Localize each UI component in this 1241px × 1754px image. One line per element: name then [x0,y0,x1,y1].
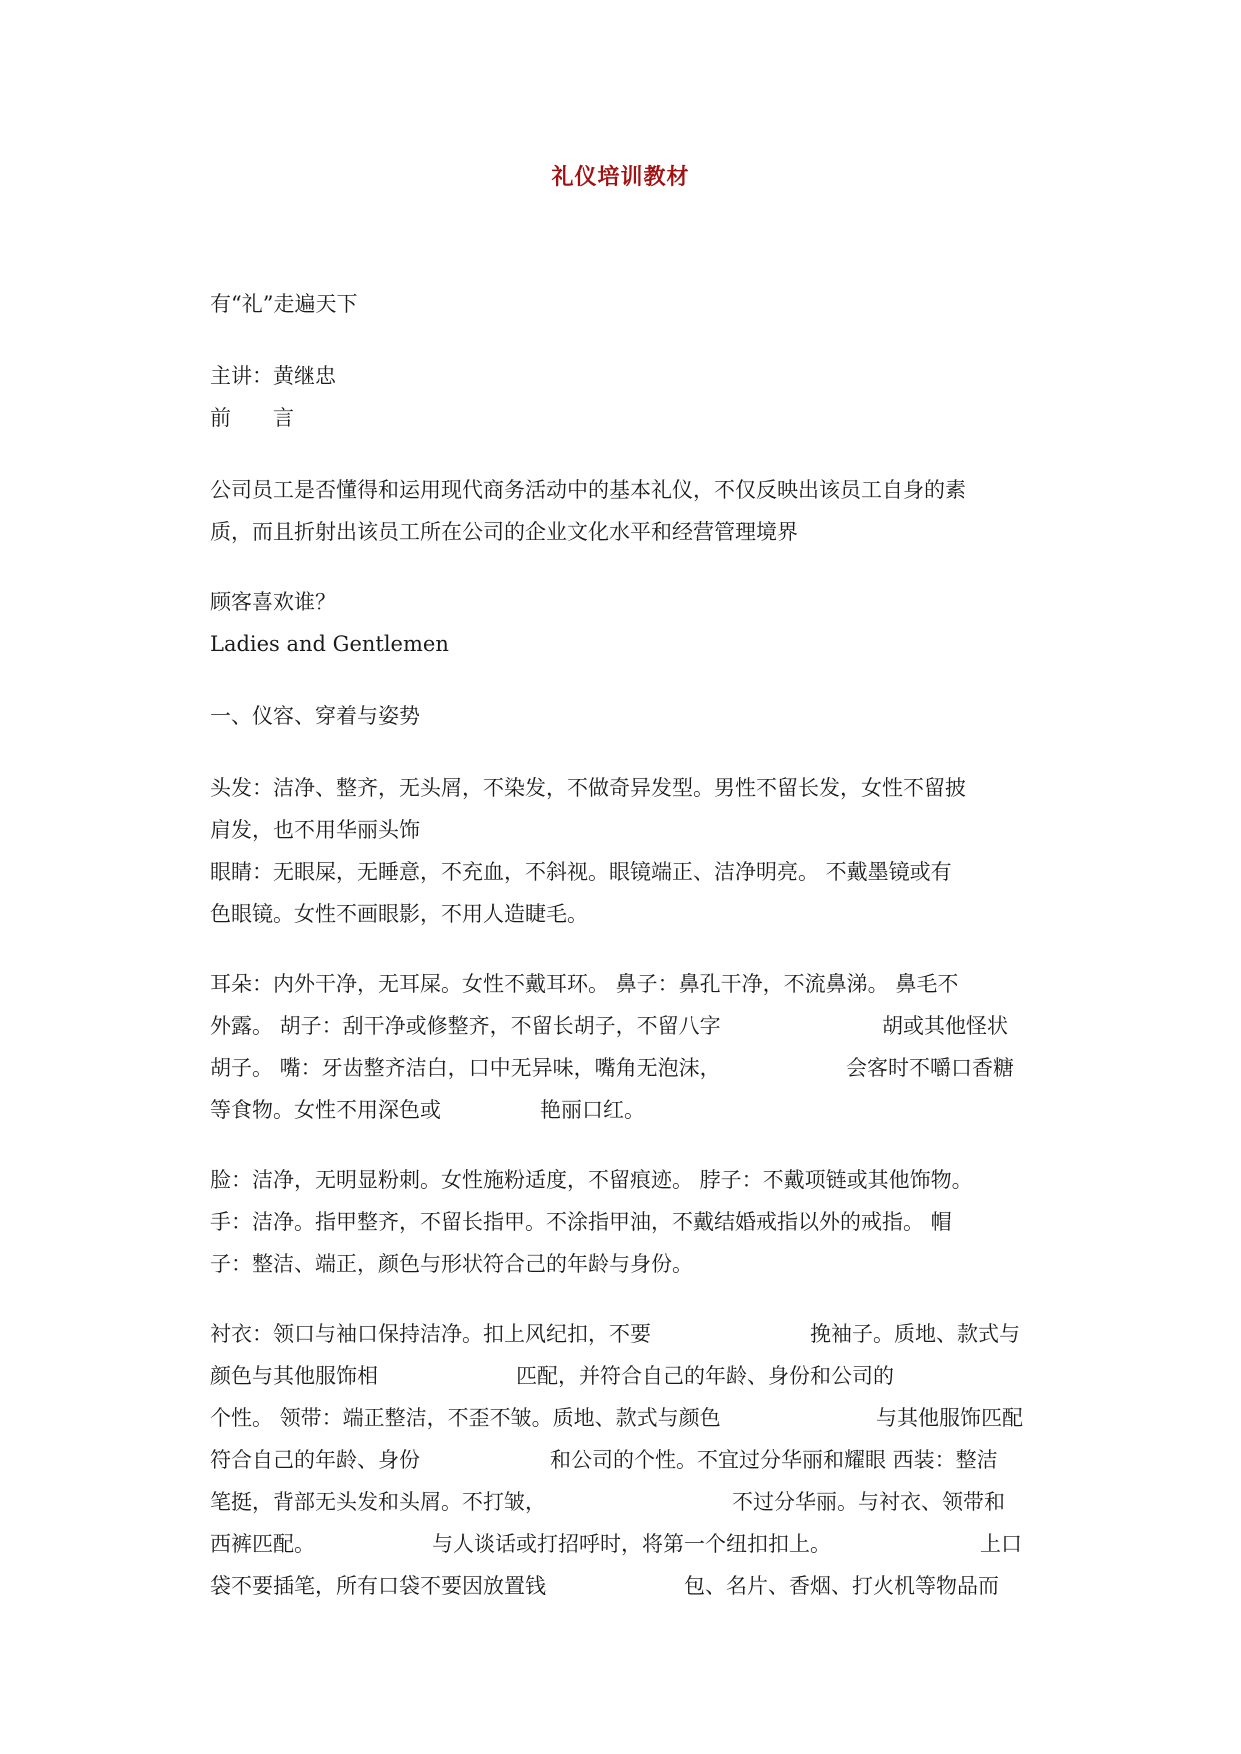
paragraph-line: 手：洁净。指甲整齐，不留长指甲。不涂指甲油，不戴结婚戒指以外的戒指。 帽 [210,1210,952,1234]
text-segment: 不过分华丽。与衬衣、领带和 [732,1490,1005,1514]
paragraph-line: 头发：洁净、整齐，无头屑，不染发，不做奇异发型。男性不留长发，女性不留披 [210,776,966,800]
text-segment: 胡或其他怪状 [882,1014,1008,1038]
text-segment: 个性。 领带：端正整洁，不歪不皱。质地、款式与颜色 [210,1406,721,1430]
lecturer: 主讲：黄继忠 [210,364,336,388]
text-segment: 上口 [980,1532,1022,1556]
paragraph-line [210,1096,1040,1124]
subtitle: 有“礼”走遍天下 [210,292,358,316]
text-segment: 艳丽口红。 [540,1098,645,1122]
text-segment: 等食物。女性不用深色或 [210,1098,441,1122]
text-segment: 西裤匹配。 [210,1532,315,1556]
paragraph-line: 肩发，也不用华丽头饰 [210,818,420,842]
paragraph-line [210,1320,1040,1348]
text-segment: 颜色与其他服饰相 [210,1364,378,1388]
paragraph-line [210,1572,1040,1600]
text-segment: 挽袖子。质地、款式与 [810,1322,1020,1346]
text-segment: 与人谈话或打招呼时，将第一个纽扣扣上。 [432,1532,831,1556]
paragraph-line [210,1488,1040,1516]
paragraph-line: 眼睛：无眼屎，无睡意，不充血，不斜视。眼镜端正、洁净明亮。 不戴墨镜或有 [210,860,952,884]
paragraph-line [210,1054,1040,1082]
paragraph-line: 脸：洁净，无明显粉刺。女性施粉适度，不留痕迹。 脖子：不戴项链或其他饰物。 [210,1168,973,1192]
section-heading: 一、仪容、穿着与姿势 [210,704,420,728]
paragraph-line [210,1446,1040,1474]
preface-heading: 前 言 [210,406,294,430]
document-title: 礼仪培训教材 [551,164,690,190]
paragraph-line [210,1012,1040,1040]
paragraph-line: 质，而且折射出该员工所在公司的企业文化水平和经营管理境界 [210,520,798,544]
text-segment: 衬衣：领口与袖口保持洁净。扣上风纪扣，不要 [210,1322,651,1346]
question-line: 顾客喜欢谁？ [210,590,336,614]
paragraph-line [210,1362,1040,1390]
paragraph-line: 公司员工是否懂得和运用现代商务活动中的基本礼仪，不仅反映出该员工自身的素 [210,478,966,502]
paragraph-line: 子：整洁、端正，颜色与形状符合己的年龄与身份。 [210,1252,693,1276]
text-segment: 袋不要插笔，所有口袋不要因放置钱 [210,1574,546,1598]
text-segment: 外露。 胡子：刮干净或修整齐，不留长胡子，不留八字 [210,1014,721,1038]
paragraph-line: 色眼镜。女性不画眼影，不用人造睫毛。 [210,902,588,926]
paragraph-line [210,1404,1040,1432]
text-segment: 和公司的个性。不宜过分华丽和耀眼 西装：整洁 [550,1448,998,1472]
text-segment: 与其他服饰匹配 [876,1406,1023,1430]
paragraph-line [210,1530,1040,1558]
text-segment: 胡子。 嘴：牙齿整齐洁白，口中无异味，嘴角无泡沫， [210,1056,721,1080]
english-line: Ladies and Gentlemen [210,632,449,656]
text-segment: 会客时不嚼口香糖 [846,1056,1014,1080]
text-segment: 笔挺，背部无头发和头屑。不打皱， [210,1490,546,1514]
text-segment: 符合自己的年龄、身份 [210,1448,420,1472]
text-segment: 匹配，并符合自己的年龄、身份和公司的 [516,1364,894,1388]
text-segment: 包、名片、香烟、打火机等物品而 [684,1574,999,1598]
paragraph-line: 耳朵：内外干净，无耳屎。女性不戴耳环。 鼻子：鼻孔干净，不流鼻涕。 鼻毛不 [210,972,959,996]
